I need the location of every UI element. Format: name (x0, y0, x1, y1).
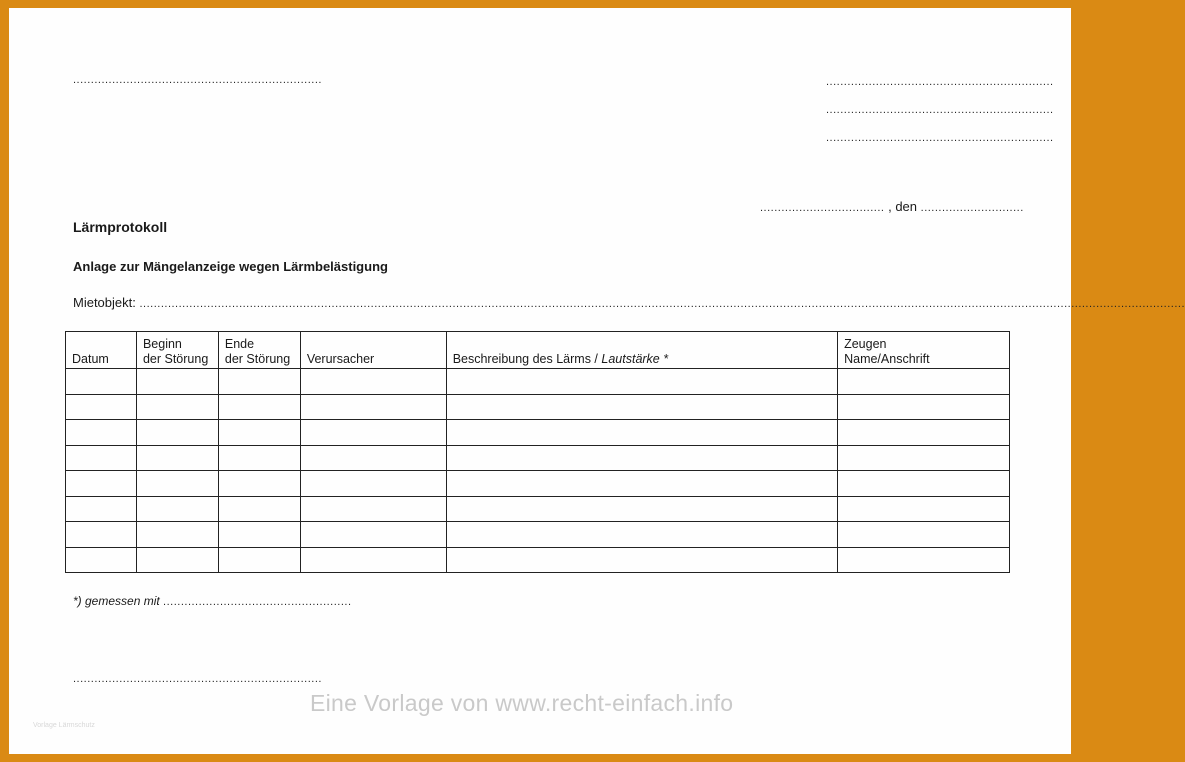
table-row (66, 471, 1010, 497)
table-cell[interactable] (300, 522, 446, 548)
table-row (66, 420, 1010, 446)
column-header-witnesses (838, 332, 1010, 369)
table-cell[interactable] (218, 471, 300, 497)
table-cell[interactable] (300, 369, 446, 395)
table-cell[interactable] (218, 369, 300, 395)
watermark: Eine Vorlage von www.recht-einfach.info (310, 690, 734, 716)
corner-text: Vorlage Lärmschutz (33, 722, 95, 729)
noise-log-table (65, 331, 1010, 573)
table-cell[interactable] (218, 420, 300, 446)
table-cell[interactable] (136, 547, 218, 573)
table-cell[interactable] (446, 547, 837, 573)
table-cell[interactable] (136, 420, 218, 446)
table-cell[interactable] (218, 547, 300, 573)
table-cell[interactable] (136, 522, 218, 548)
footnote-text: *) gemessen mit (73, 594, 160, 608)
table-cell[interactable] (838, 394, 1010, 420)
table-cell[interactable] (446, 496, 837, 522)
table-cell[interactable] (838, 496, 1010, 522)
table-cell[interactable] (838, 522, 1010, 548)
table-cell[interactable] (218, 394, 300, 420)
table-row (66, 394, 1010, 420)
table-cell[interactable] (300, 394, 446, 420)
table-cell[interactable] (446, 394, 837, 420)
signature-line: ...................................................................... (73, 673, 322, 685)
column-header-line2: Datum (72, 352, 109, 366)
recipient-line-3: ................................................................ (826, 132, 1054, 144)
column-header-line2: Name/Anschrift (844, 352, 930, 366)
table-cell[interactable] (66, 420, 137, 446)
footnote-dots: ..................................................... (163, 596, 352, 608)
place-date-line (760, 199, 1024, 214)
document-subtitle: Anlage zur Mängelanzeige wegen Lärmbelästigung (73, 259, 388, 274)
date-dots: ............................. (920, 202, 1024, 214)
column-header-start (136, 332, 218, 369)
column-header-italic: Lautstärke * (601, 352, 669, 366)
table-cell[interactable] (300, 420, 446, 446)
table-cell[interactable] (136, 394, 218, 420)
rental-object-label: Mietobjekt: (73, 295, 136, 310)
column-header-line2: der Störung (224, 352, 291, 366)
table-cell[interactable] (446, 420, 837, 446)
table-cell[interactable] (838, 445, 1010, 471)
footnote (73, 594, 352, 608)
place-dots: ................................... (760, 202, 885, 214)
date-separator: , den (888, 199, 918, 214)
table-row (66, 369, 1010, 395)
table-row (66, 496, 1010, 522)
table-body (66, 369, 1010, 573)
table-cell[interactable] (446, 369, 837, 395)
table-row (66, 522, 1010, 548)
recipient-line-2: ................................................................ (826, 104, 1054, 116)
table-cell[interactable] (66, 445, 137, 471)
table-cell[interactable] (66, 369, 137, 395)
table-cell[interactable] (838, 547, 1010, 573)
column-header-line2 (453, 352, 831, 367)
table-cell[interactable] (218, 496, 300, 522)
table-cell[interactable] (300, 471, 446, 497)
table-cell[interactable] (66, 394, 137, 420)
rental-object-line (73, 295, 1185, 310)
table-cell[interactable] (218, 445, 300, 471)
document-page (9, 8, 1185, 754)
column-header-line1: Ende (224, 337, 255, 351)
table-cell[interactable] (66, 471, 137, 497)
table-cell[interactable] (300, 547, 446, 573)
rental-object-dots: ...................................................................................................................................................................................................................................................................................................... (139, 298, 1185, 310)
table-cell[interactable] (218, 522, 300, 548)
column-header-date (66, 332, 137, 369)
recipient-line-1: ................................................................ (826, 76, 1054, 88)
document-title: Lärmprotokoll (73, 219, 168, 235)
table-cell[interactable] (300, 445, 446, 471)
table-cell[interactable] (838, 369, 1010, 395)
table-cell[interactable] (136, 471, 218, 497)
table-row (66, 547, 1010, 573)
table-header-row (66, 332, 1010, 369)
sender-line: ...................................................................... (73, 74, 322, 86)
table-cell[interactable] (446, 522, 837, 548)
column-header-cause (300, 332, 446, 369)
table-cell[interactable] (66, 547, 137, 573)
table-cell[interactable] (446, 445, 837, 471)
column-header-line2: der Störung (142, 352, 209, 366)
table-cell[interactable] (136, 496, 218, 522)
column-header-end (218, 332, 300, 369)
table-cell[interactable] (66, 522, 137, 548)
table-cell[interactable] (300, 496, 446, 522)
column-header-text: Beschreibung des Lärms / (452, 352, 598, 366)
table-cell[interactable] (838, 420, 1010, 446)
column-header-line1: Zeugen (844, 337, 887, 351)
column-header-description (446, 332, 837, 369)
table-cell[interactable] (136, 445, 218, 471)
table-cell[interactable] (136, 369, 218, 395)
column-header-line1: Beginn (142, 337, 182, 351)
table-cell[interactable] (66, 496, 137, 522)
table-row (66, 445, 1010, 471)
table-cell[interactable] (446, 471, 837, 497)
table-cell[interactable] (838, 471, 1010, 497)
column-header-line2: Verursacher (306, 352, 375, 366)
